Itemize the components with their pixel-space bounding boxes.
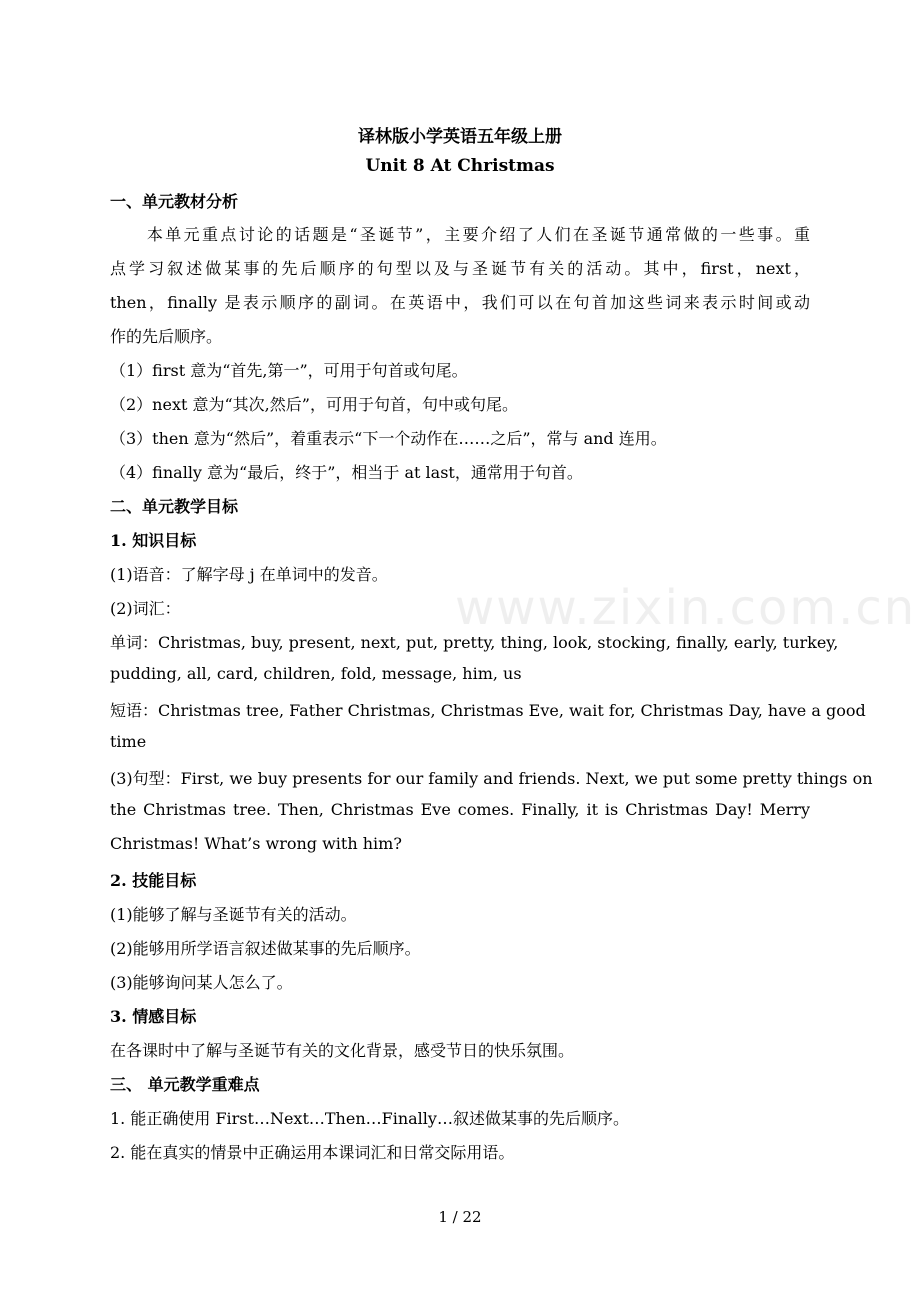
skill-item: (3)能够询问某人怎么了。 xyxy=(110,973,293,992)
page-number: 1 / 22 xyxy=(438,1208,482,1226)
words-line: 单词：Christmas, buy, present, next, put, pretty, thing, look, stocking, finally, early, turkey, xyxy=(110,633,839,652)
section-1-para-line: 本单元重点讨论的话题是“圣诞节”，主要介绍了人们在圣诞节通常做的一些事。重 xyxy=(110,225,810,244)
section-2-heading: 二、单元教学目标 xyxy=(110,497,239,516)
watermark: www.zixin.com.cn xyxy=(455,580,917,636)
emotion-heading: 3. 情感目标 xyxy=(110,1007,197,1026)
section-1-heading: 一、单元教材分析 xyxy=(110,192,239,211)
adverb-item: （2）next 意为“其次,然后”，可用于句首，句中或句尾。 xyxy=(110,395,518,414)
adverb-item: （1）first 意为“首先,第一”，可用于句首或句尾。 xyxy=(110,361,468,380)
key-point-item: 1. 能正确使用 First…Next…Then…Finally…叙述做某事的先后顺序。 xyxy=(110,1109,629,1128)
skill-item: (2)能够用所学语言叙述做某事的先后顺序。 xyxy=(110,939,421,958)
sentences-line: Christmas! What’s wrong with him? xyxy=(110,834,402,853)
sentences-line: the Christmas tree. Then, Christmas Eve comes. Finally, it is Christmas Day! Merry xyxy=(110,800,810,819)
phrases-line: time xyxy=(110,732,147,751)
section-3-heading: 三、 单元教学重难点 xyxy=(110,1075,260,1094)
section-1-para-line: 点学习叙述做某事的先后顺序的句型以及与圣诞节有关的活动。其中，first，next， xyxy=(110,259,810,278)
section-1-para-line: 作的先后顺序。 xyxy=(110,327,223,346)
adverb-item: （3）then 意为“然后”，着重表示“下一个动作在……之后”，常与 and 连用。 xyxy=(110,429,667,448)
skill-item: (1)能够了解与圣诞节有关的活动。 xyxy=(110,905,357,924)
adverb-item: （4）finally 意为“最后，终于”，相当于 at last，通常用于句首。 xyxy=(110,463,583,482)
phrases-line: 短语：Christmas tree, Father Christmas, Christmas Eve, wait for, Christmas Day, have a good xyxy=(110,701,866,720)
key-point-item: 2. 能在真实的情景中正确运用本课词汇和日常交际用语。 xyxy=(110,1143,515,1162)
knowledge-heading: 1. 知识目标 xyxy=(110,531,197,550)
document-title: 译林版小学英语五年级上册 xyxy=(358,127,562,147)
skills-heading: 2. 技能目标 xyxy=(110,871,197,890)
sentences-line: (3)句型：First, we buy presents for our family and friends. Next, we put some pretty things on xyxy=(110,769,873,788)
pronunciation-item: (1)语音：了解字母 j 在单词中的发音。 xyxy=(110,565,388,584)
vocabulary-item: (2)词汇： xyxy=(110,599,181,618)
section-1-para-line: then，finally 是表示顺序的副词。在英语中，我们可以在句首加这些词来表示时间或动 xyxy=(110,293,810,312)
words-line: pudding, all, card, children, fold, message, him, us xyxy=(110,664,522,683)
document-subtitle: Unit 8 At Christmas xyxy=(365,156,555,176)
emotion-text: 在各课时中了解与圣诞节有关的文化背景，感受节日的快乐氛围。 xyxy=(110,1041,575,1060)
